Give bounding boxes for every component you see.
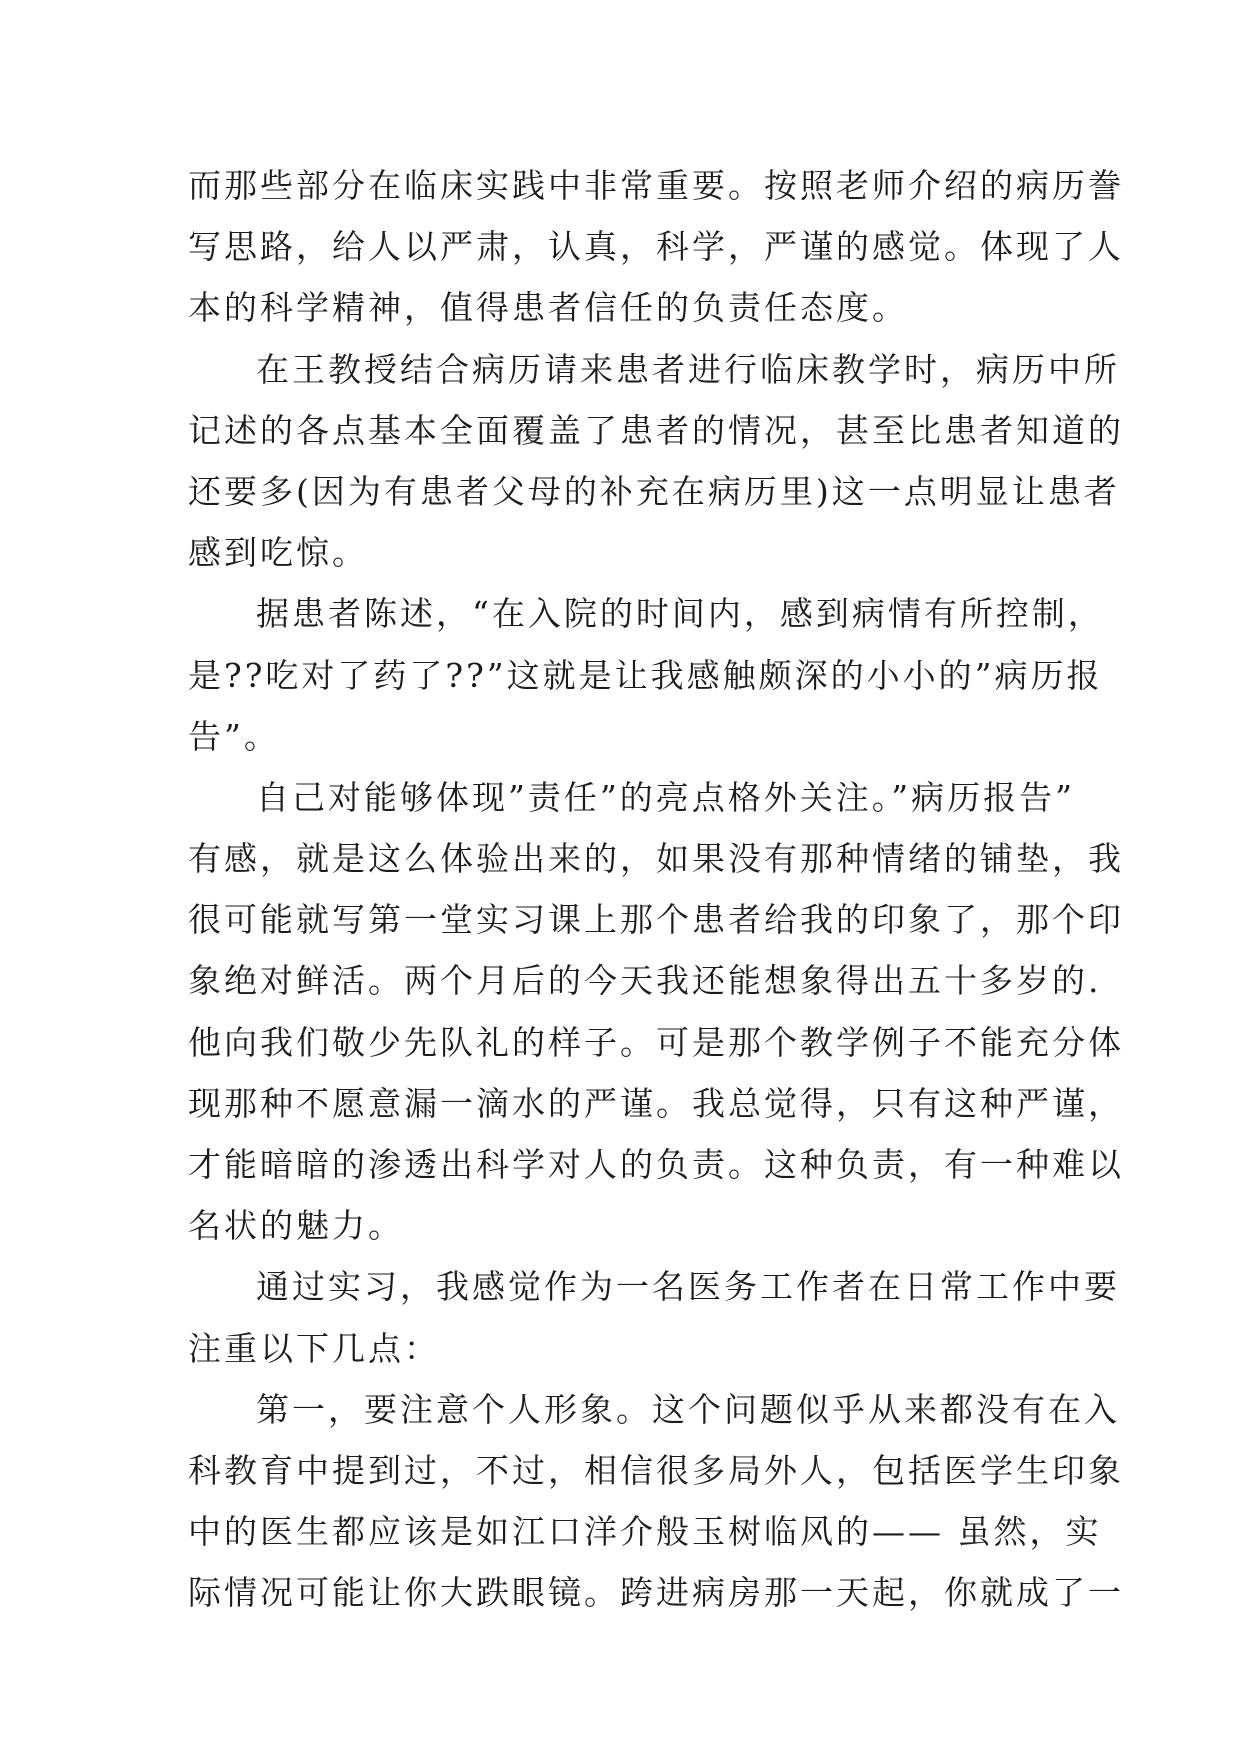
- text-line: 名状的魅力。: [188, 1206, 404, 1246]
- text-line: 象绝对鲜活。两个月后的今天我还能想象得出五十多岁的.: [188, 961, 1102, 1001]
- text-line: 写思路，给人以严肃，认真，科学，严谨的感觉。体现了人: [188, 227, 1124, 267]
- text-line: 本的科学精神，值得患者信任的负责任态度。: [188, 288, 908, 328]
- text-line: 中的医生都应该是如江口洋介般玉树临风的—— 虽然，实: [188, 1512, 1102, 1552]
- text-line: 现那种不愿意漏一滴水的严谨。我总觉得，只有这种严谨，: [188, 1083, 1124, 1123]
- text-line: 告”。: [188, 716, 280, 756]
- text-line: 才能暗暗的渗透出科学对人的负责。这种负责，有一种难以: [188, 1145, 1124, 1184]
- text-line: 而那些部分在临床实践中非常重要。按照老师介绍的病历誊: [188, 166, 1124, 205]
- text-line: 科教育中提到过，不过，相信很多局外人，包括医学生印象: [188, 1450, 1124, 1490]
- paragraph-start-line: 自己对能够体现”责任”的亮点格外关注。”病历报告”: [256, 777, 1075, 817]
- text-line: 注重以下几点：: [188, 1328, 440, 1368]
- text-line: 他向我们敬少先队礼的样子。可是那个教学例子不能充分体: [188, 1022, 1124, 1062]
- text-line: 有感，就是这么体验出来的，如果没有那种情绪的铺垫，我: [188, 839, 1124, 879]
- text-line: 是??吃对了药了??”这就是让我感触颇深的小小的”病历报: [188, 655, 1103, 695]
- text-line: 还要多(因为有患者父母的补充在病历里)这一点明显让患者: [188, 471, 1120, 511]
- text-line: 记述的各点基本全面覆盖了患者的情况，甚至比患者知道的: [188, 410, 1124, 450]
- paragraph-start-line: 第一，要注意个人形象。这个问题似乎从来都没有在入: [256, 1389, 1120, 1429]
- paragraph-start-line: 据患者陈述，“在入院的时间内，感到病情有所控制，: [256, 594, 1104, 634]
- paragraph-start-line: 在王教授结合病历请来患者进行临床教学时，病历中所: [256, 349, 1120, 389]
- text-line: 很可能就写第一堂实习课上那个患者给我的印象了，那个印: [188, 900, 1124, 940]
- body-text: [188, 155, 1124, 1624]
- paragraph-start-line: 通过实习，我感觉作为一名医务工作者在日常工作中要: [256, 1267, 1120, 1307]
- text-line: 际情况可能让你大跌眼镜。跨进病房那一天起，你就成了一: [188, 1573, 1124, 1613]
- text-line: 感到吃惊。: [188, 533, 368, 573]
